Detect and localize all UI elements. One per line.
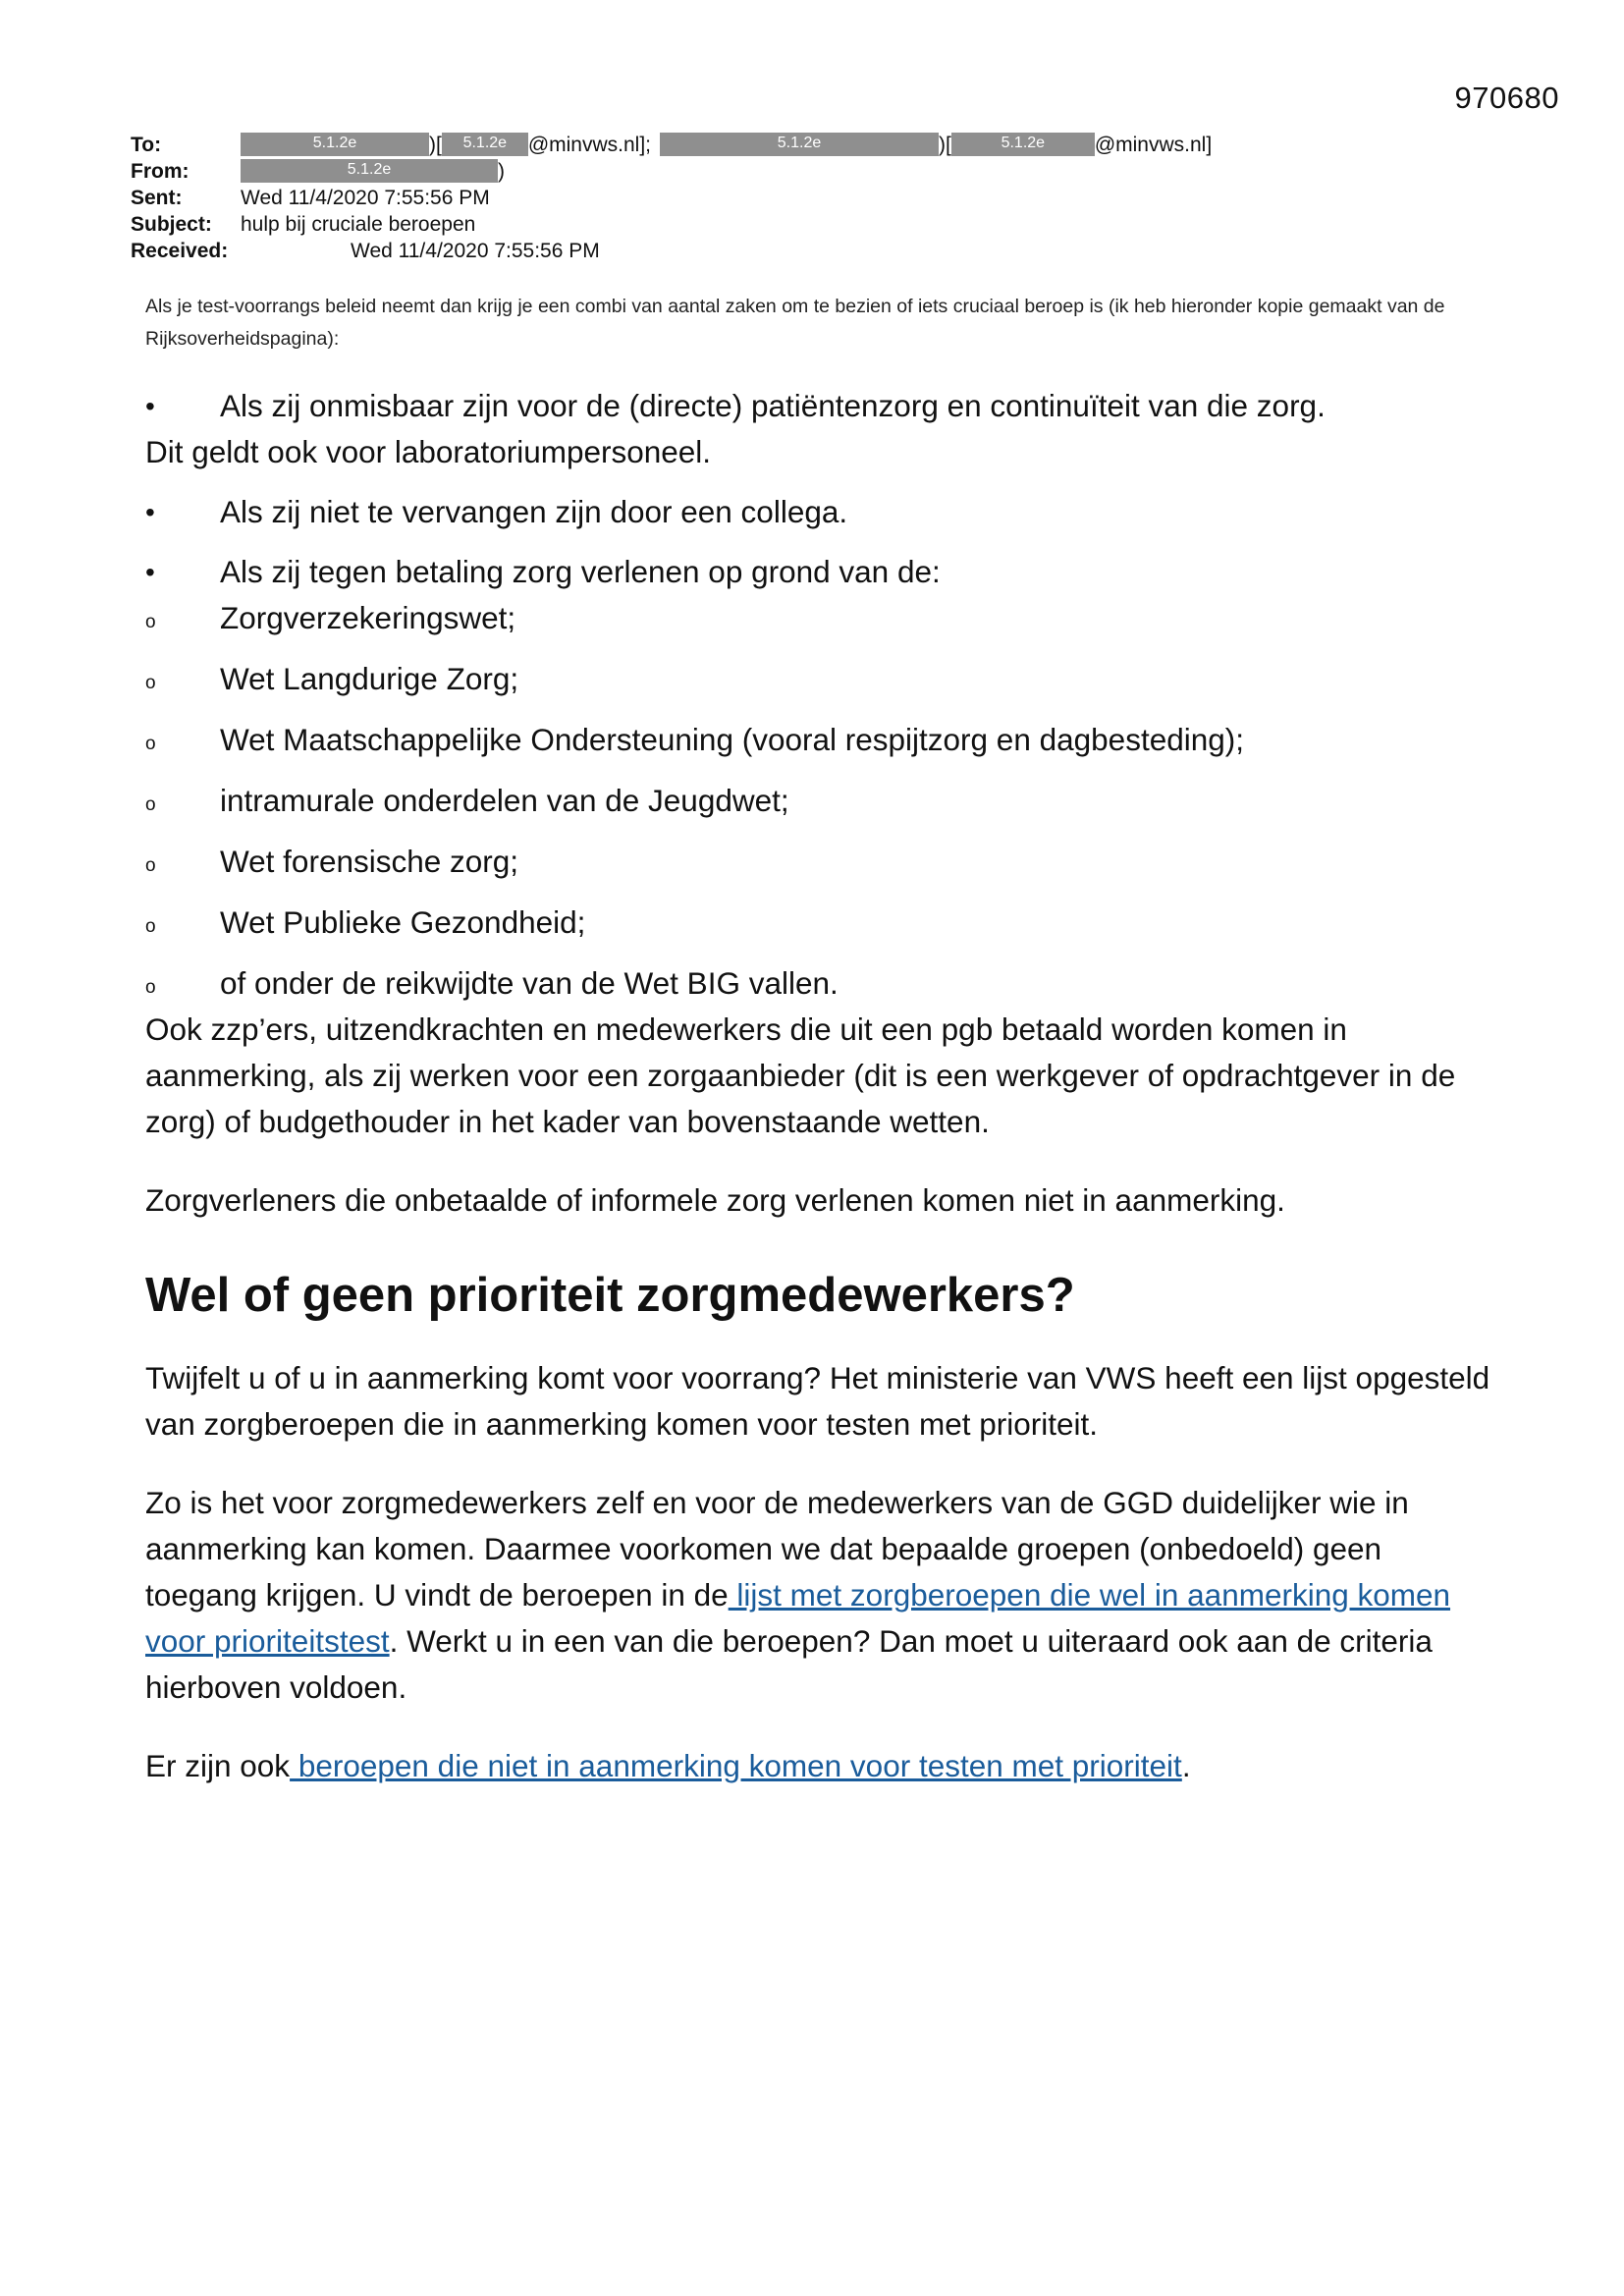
redaction-box: 5.1.2e [951, 133, 1095, 156]
bullet-text: Als zij onmisbaar zijn voor de (directe) patiëntenzorg en continuïteit van die zorg. [220, 388, 1326, 423]
from-close: ) [498, 160, 505, 183]
sent-value: Wed 11/4/2020 7:55:56 PM [241, 187, 490, 209]
sub-item-text: intramurale onderdelen van de Jeugdwet; [220, 783, 789, 818]
redaction-box: 5.1.2e [442, 133, 528, 156]
circle-mark: o [145, 734, 156, 754]
bullet-text: Als zij tegen betaling zorg verlenen op grond van de: [220, 554, 941, 589]
bullet-item [145, 383, 1490, 429]
circle-mark: o [145, 612, 156, 632]
bullet-item [145, 489, 1490, 535]
paragraph-text: . [1181, 1748, 1191, 1783]
sub-item [145, 839, 1490, 885]
to-label: To: [131, 134, 162, 156]
from-value [241, 158, 505, 185]
sub-item [145, 778, 1490, 824]
section-heading: Wel of geen prioriteit zorgmedewerkers? [145, 1269, 1075, 1322]
received-value: Wed 11/4/2020 7:55:56 PM [351, 240, 600, 262]
sub-item-text: Wet forensische zorg; [220, 844, 519, 879]
to-separator: )[ [939, 134, 951, 156]
bullet-mark: • [145, 557, 155, 587]
circle-mark: o [145, 794, 156, 815]
paragraph-text: Er zijn ook [145, 1748, 291, 1783]
document-number: 970680 [1454, 81, 1559, 115]
sub-item-text: Wet Publieke Gezondheid; [220, 904, 586, 940]
sub-item [145, 960, 1490, 1007]
redaction-box: 5.1.2e [660, 133, 939, 156]
bullet-mark: • [145, 391, 155, 421]
paragraph-informal-care: Zorgverleners die onbetaalde of informele zorg verlenen komen niet in aanmerking. [145, 1182, 1285, 1218]
sub-item-text: Wet Langdurige Zorg; [220, 661, 519, 696]
to-domain: @minvws.nl] [1094, 134, 1213, 156]
subject-label: Subject: [131, 213, 212, 236]
sub-item-text: of onder de reikwijdte van de Wet BIG vallen. [220, 965, 839, 1001]
redaction-box: 5.1.2e [241, 133, 429, 156]
bullet-mark: • [145, 497, 155, 527]
email-body [145, 383, 1490, 1789]
intro-text: Als je test-voorrangs beleid neemt dan krijg je een combi van aantal zaken om te bezien of iets cruciaal beroep is (ik heb hieronder kopie gemaakt van de Rijksoverheidspagina): [145, 296, 1445, 350]
sub-item [145, 717, 1490, 763]
paragraph-zzp: Ook zzp’ers, uitzendkrachten en medewerkers die uit een pgb betaald worden komen in aanmerking, als zij werken voor een zorgaanbieder (dit is een werkgever of opdrachtgever in de zorg) of budgethouder in het kader van bovenstaande wetten. [145, 1011, 1456, 1139]
to-value [241, 132, 1212, 158]
circle-mark: o [145, 916, 156, 937]
sent-label: Sent: [131, 187, 183, 209]
circle-mark: o [145, 977, 156, 998]
paragraph-clarity [145, 1480, 1490, 1711]
sub-item [145, 656, 1490, 702]
paragraph-text: Zo is het voor zorgmedewerkers zelf en voor de medewerkers van de GGD duidelijker wie in aanmerking kan komen. Daarmee voorkomen we dat bepaalde groepen (onbedoeld) geen toegang krijgen. U vindt de beroepen in de [145, 1485, 1409, 1613]
link-non-priority-professions[interactable]: beroepen die niet in aanmerking komen voor testen met prioriteit [290, 1748, 1182, 1783]
bullet-continuation: Dit geldt ook voor laboratoriumpersoneel. [145, 434, 712, 469]
redaction-box: 5.1.2e [241, 159, 498, 183]
bullet-item [145, 549, 1490, 595]
link-priority-professions[interactable]: lijst met zorgberoepen die wel in aanmerking komen voor prioriteitstest [145, 1577, 1451, 1659]
sub-item [145, 595, 1490, 641]
circle-mark: o [145, 855, 156, 876]
from-label: From: [131, 160, 189, 183]
bullet-text: Als zij niet te vervangen zijn door een collega. [220, 494, 848, 529]
circle-mark: o [145, 673, 156, 693]
received-label: Received: [131, 240, 229, 262]
sub-item-text: Wet Maatschappelijke Ondersteuning (vooral respijtzorg en dagbesteding); [220, 722, 1245, 757]
sub-item-text: Zorgverzekeringswet; [220, 600, 516, 635]
paragraph-text: . Werkt u in een van die beroepen? Dan moet u uiteraard ook aan de criteria hierboven voldoen. [145, 1623, 1433, 1705]
to-separator: )[ [429, 134, 442, 156]
paragraph-doubt: Twijfelt u of u in aanmerking komt voor voorrang? Het ministerie van VWS heeft een lijst opgesteld van zorgberoepen die in aanmerking komen voor testen met prioriteit. [145, 1360, 1490, 1442]
paragraph-not-eligible [145, 1743, 1490, 1789]
to-domain: @minvws.nl]; [527, 134, 651, 156]
sub-item [145, 900, 1490, 946]
subject-value: hulp bij cruciale beroepen [241, 213, 476, 236]
